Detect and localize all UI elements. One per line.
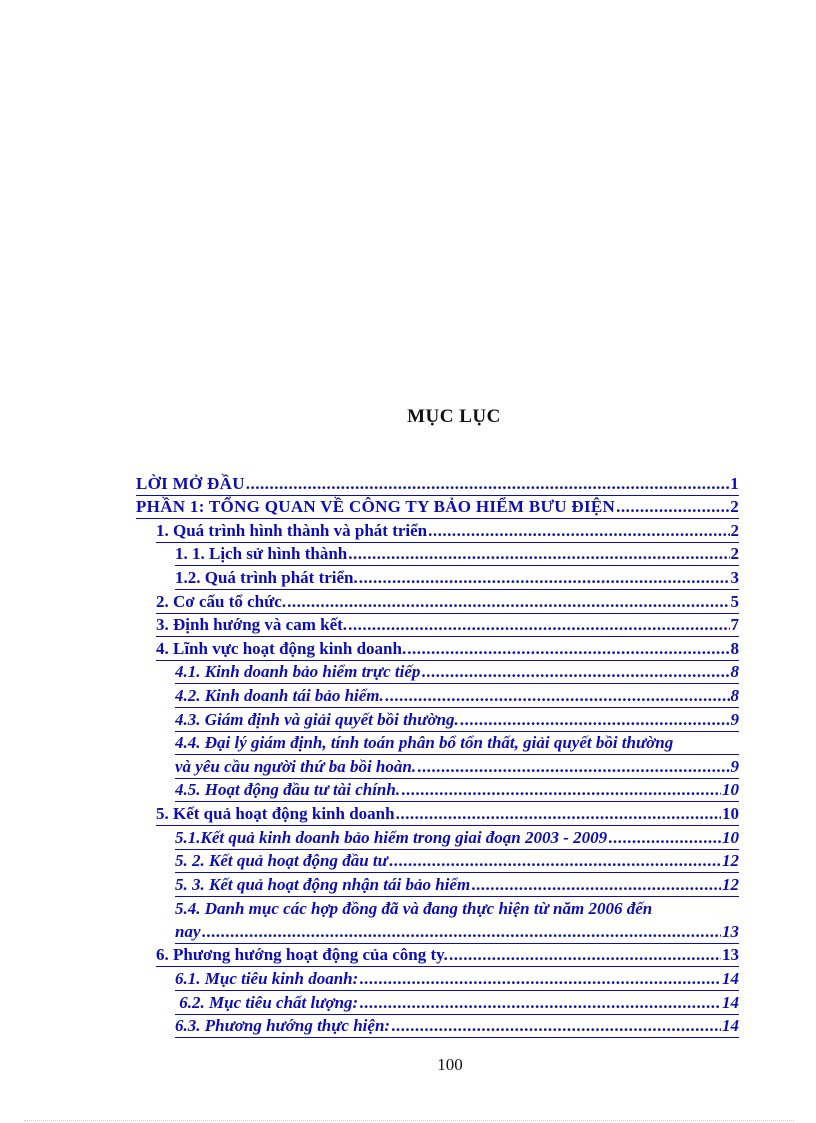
toc-entry-text: LỜI MỞ ĐẦU [136,473,245,493]
toc-entry-page: 7 [730,615,739,635]
toc-entry-page: 8 [730,685,739,705]
toc-entry-4-5[interactable] [175,779,739,803]
toc-entry-4-4[interactable] [175,732,739,756]
toc-leader-dots [401,780,721,800]
toc-entry-page: 13 [722,921,739,941]
toc-leader-dots [359,568,730,588]
toc-entry-6-2[interactable] [175,991,739,1015]
toc-entry-5-1[interactable] [175,826,739,850]
toc-entry-text: 1. Quá trình hình thành và phát triển [156,520,428,540]
toc-entry-text: 6. Phương hướng hoạt động của công ty. [156,945,448,965]
toc-entry-page: 1 [730,473,739,493]
toc-entry-6-1[interactable] [175,967,739,991]
toc-entry-page: 10 [722,780,739,800]
toc-leader-dots [389,851,721,871]
toc-leader-dots [428,521,729,541]
toc-entry-text: 4. Lĩnh vực hoạt động kinh doanh. [156,638,407,658]
toc-entry-page: 2 [730,497,739,517]
toc-entry-page: 10 [722,803,739,823]
toc-entry-page: 2 [730,544,739,564]
toc-leader-dots [287,592,729,612]
toc-entry-4-4-cont[interactable] [175,755,739,779]
toc-entry-text: 4.4. Đại lý giám định, tính toán phân bổ tổn thất, giải quyết bồi thường [175,733,674,753]
toc-entry-6-3[interactable] [175,1015,739,1039]
toc-leader-dots [246,474,729,494]
toc-entry-4-3[interactable] [175,708,739,732]
toc-entry-text: 2. Cơ cấu tổ chức. [156,591,287,611]
toc-entry-page: 14 [722,992,739,1012]
toc-entry-5-3[interactable] [175,873,739,897]
toc-entry-page: 12 [722,874,739,894]
toc-leader-dots [417,757,729,777]
toc-entry-4-2[interactable] [175,684,739,708]
toc-entry-1-1[interactable] [175,543,739,567]
toc-entry-1[interactable] [156,519,739,543]
toc-leader-dots [359,993,721,1013]
toc-entry-text: 3. Định hướng và cam kết. [156,615,348,635]
toc-entry-text: 6.3. Phương hướng thực hiện: [175,1016,391,1036]
toc-entry-page: 2 [730,520,739,540]
toc-entry-page: 3 [730,567,739,587]
toc-entry-6[interactable] [156,944,739,968]
toc-entry-5[interactable] [156,802,739,826]
toc-entry-phan-1[interactable] [136,496,739,520]
toc-entry-text: 5. Kết quả hoạt động kinh doanh [156,803,395,823]
toc-entry-page: 14 [722,969,739,989]
toc-entry-5-4-cont[interactable] [175,920,739,944]
toc-leader-dots [421,662,729,682]
toc-entry-text: 5.1.Kết quả kinh doanh bảo hiểm trong giai đoạn 2003 - 2009 [175,827,608,847]
toc-entry-4[interactable] [156,637,739,661]
toc-entry-text: 4.3. Giám định và giải quyết bồi thường. [175,709,459,729]
toc-entry-page: 5 [730,591,739,611]
toc-entry-page: 14 [722,1016,739,1036]
toc-entry-1-2[interactable] [175,566,739,590]
toc-entry-page: 8 [730,638,739,658]
toc-entry-page: 9 [730,709,739,729]
toc-entry-page: 9 [730,756,739,776]
toc-leader-dots [348,544,729,564]
toc-entry-text: nay [175,921,201,941]
toc-entry-text: và yêu cầu người thứ ba bồi hoàn. [175,756,417,776]
toc-entry-5-4[interactable] [175,897,739,921]
toc-entry-text: 1.2. Quá trình phát triển. [175,567,358,587]
toc-entry-text: 4.1. Kinh doanh bảo hiểm trực tiếp [175,662,421,682]
toc-leader-dots [202,922,722,942]
toc-entry-2[interactable] [156,590,739,614]
page-title: MỤC LỤC [407,406,501,427]
toc-entry-5-2[interactable] [175,850,739,874]
page-number: 100 [437,1055,463,1074]
toc-entry-text: 5. 3. Kết quả hoạt động nhận tái bảo hiểm [175,874,471,894]
toc-leader-dots [359,969,721,989]
toc-leader-dots [348,615,729,635]
toc-leader-dots [391,1016,721,1036]
toc-leader-dots [608,828,721,848]
toc-entry-page: 10 [722,827,739,847]
toc-leader-dots [471,875,721,895]
toc-leader-dots [460,710,730,730]
toc-entry-text: 5. 2. Kết quả hoạt động đầu tư [175,851,388,871]
toc-leader-dots [385,686,730,706]
toc-leader-dots [407,639,729,659]
toc-entry-text: 4.2. Kinh doanh tái bảo hiểm. [175,685,384,705]
toc-leader-dots [616,497,729,517]
toc-entry-3[interactable] [156,614,739,638]
toc-entry-page: 12 [722,851,739,871]
toc-entry-page: 13 [722,945,739,965]
toc-leader-dots [449,945,721,965]
toc-leader-dots [396,804,721,824]
toc-entry-text: 6.1. Mục tiêu kinh doanh: [175,969,359,989]
page-bottom-divider [24,1120,794,1121]
toc-entry-text: 5.4. Danh mục các hợp đồng đã và đang thực hiện từ năm 2006 đến [175,899,653,919]
toc-entry-4-1[interactable] [175,661,739,685]
toc-entry-text: PHẦN 1: TỔNG QUAN VỀ CÔNG TY BẢO HIỂM BƯU ĐIỆN [136,497,616,517]
toc-entry-text: 1. 1. Lịch sử hình thành [175,544,348,564]
table-of-contents [136,472,739,1038]
toc-entry-text: 4.5. Hoạt động đầu tư tài chính. [175,780,401,800]
toc-entry-loi-mo-dau[interactable] [136,472,739,496]
toc-entry-text: 6.2. Mục tiêu chất lượng: [175,992,359,1012]
toc-entry-page: 8 [730,662,739,682]
